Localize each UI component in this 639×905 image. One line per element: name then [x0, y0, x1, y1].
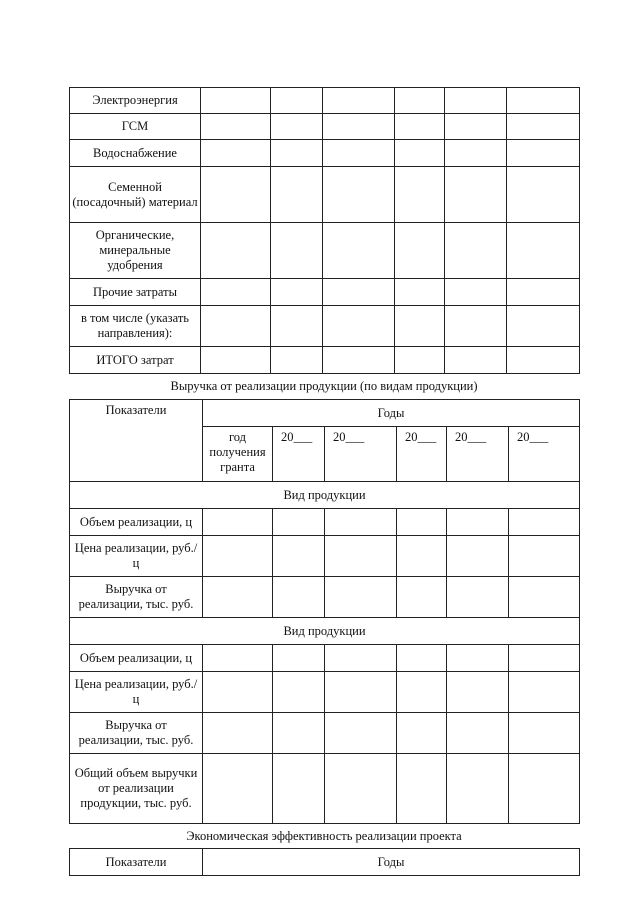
row-label-revenue: Выручка от реализации, тыс. руб.	[70, 713, 203, 754]
cell[interactable]	[201, 306, 271, 347]
cell[interactable]	[445, 347, 507, 374]
table-row	[70, 279, 580, 306]
cell[interactable]	[447, 536, 509, 577]
cell[interactable]	[397, 754, 447, 824]
table-row	[70, 400, 580, 427]
cell[interactable]	[325, 672, 397, 713]
cell[interactable]	[507, 167, 580, 223]
row-label-including: в том числе (указать направления):	[70, 306, 201, 347]
cell[interactable]	[273, 577, 325, 618]
cell[interactable]	[509, 509, 580, 536]
cell[interactable]	[447, 645, 509, 672]
cell[interactable]	[509, 536, 580, 577]
costs-table	[69, 87, 580, 374]
cell[interactable]	[507, 140, 580, 167]
cell[interactable]	[203, 713, 273, 754]
cell[interactable]	[397, 509, 447, 536]
table-row	[70, 223, 580, 279]
cell[interactable]	[507, 223, 580, 279]
table-row	[70, 114, 580, 140]
cell[interactable]	[271, 167, 323, 223]
efficiency-table	[69, 848, 580, 876]
table-row	[70, 577, 580, 618]
header-year-4: 20___	[397, 427, 447, 482]
cell[interactable]	[395, 140, 445, 167]
cell[interactable]	[271, 88, 323, 114]
cell[interactable]	[203, 577, 273, 618]
cell[interactable]	[273, 645, 325, 672]
cell[interactable]	[447, 577, 509, 618]
cell[interactable]	[323, 88, 395, 114]
cell[interactable]	[445, 114, 507, 140]
cell[interactable]	[201, 279, 271, 306]
cell[interactable]	[447, 509, 509, 536]
cell[interactable]	[273, 509, 325, 536]
cell[interactable]	[325, 645, 397, 672]
cell[interactable]	[323, 306, 395, 347]
cell[interactable]	[509, 672, 580, 713]
table-row	[70, 645, 580, 672]
cell[interactable]	[445, 306, 507, 347]
cell[interactable]	[395, 306, 445, 347]
header-year-2: 20___	[273, 427, 325, 482]
cell[interactable]	[507, 347, 580, 374]
cell[interactable]	[325, 754, 397, 824]
cell[interactable]	[509, 577, 580, 618]
product-type-1: Вид продукции	[70, 482, 580, 509]
cell[interactable]	[395, 279, 445, 306]
row-label-total-costs: ИТОГО затрат	[70, 347, 201, 374]
cell[interactable]	[325, 577, 397, 618]
header-years: Годы	[203, 849, 580, 876]
row-label-other-costs: Прочие затраты	[70, 279, 201, 306]
cell[interactable]	[201, 114, 271, 140]
table-row	[70, 536, 580, 577]
header-indicators: Показатели	[70, 849, 203, 876]
cell[interactable]	[203, 672, 273, 713]
cell[interactable]	[203, 754, 273, 824]
cell[interactable]	[397, 577, 447, 618]
header-indicators: Показатели	[70, 400, 203, 482]
cell[interactable]	[201, 347, 271, 374]
header-years: Годы	[203, 400, 580, 427]
table-row	[70, 482, 580, 509]
cell[interactable]	[509, 645, 580, 672]
cell[interactable]	[201, 88, 271, 114]
cell[interactable]	[271, 347, 323, 374]
header-year-3: 20___	[325, 427, 397, 482]
cell[interactable]	[507, 114, 580, 140]
cell[interactable]	[447, 754, 509, 824]
row-label-price: Цена реализации, руб./ц	[70, 672, 203, 713]
cell[interactable]	[271, 306, 323, 347]
cell[interactable]	[325, 536, 397, 577]
row-label-price: Цена реализации, руб./ц	[70, 536, 203, 577]
cell[interactable]	[447, 672, 509, 713]
cell[interactable]	[271, 114, 323, 140]
cell[interactable]	[201, 167, 271, 223]
cell[interactable]	[507, 88, 580, 114]
cell[interactable]	[507, 306, 580, 347]
efficiency-caption: Экономическая эффективность реализации проекта	[186, 829, 462, 843]
cell[interactable]	[201, 223, 271, 279]
cell[interactable]	[323, 279, 395, 306]
table-row	[70, 140, 580, 167]
cell[interactable]	[395, 88, 445, 114]
row-label-water: Водоснабжение	[70, 140, 201, 167]
cell[interactable]	[397, 645, 447, 672]
cell[interactable]	[397, 536, 447, 577]
cell[interactable]	[445, 140, 507, 167]
cell[interactable]	[395, 223, 445, 279]
cell[interactable]	[271, 279, 323, 306]
revenue-caption: Выручка от реализации продукции (по видам продукции)	[170, 379, 478, 393]
table-row	[70, 306, 580, 347]
cell[interactable]	[203, 645, 273, 672]
cell[interactable]	[203, 509, 273, 536]
cell[interactable]	[395, 167, 445, 223]
cell[interactable]	[201, 140, 271, 167]
cell[interactable]	[397, 672, 447, 713]
row-label-fertilizers: Органические, минеральные удобрения	[70, 223, 201, 279]
row-label-volume: Объем реализации, ц	[70, 645, 203, 672]
row-label-volume: Объем реализации, ц	[70, 509, 203, 536]
cell[interactable]	[271, 223, 323, 279]
table-row	[70, 672, 580, 713]
row-label-total-revenue: Общий объем выручки от реализации продукции, тыс. руб.	[70, 754, 203, 824]
cell[interactable]	[445, 223, 507, 279]
table-row	[70, 509, 580, 536]
cell[interactable]	[273, 672, 325, 713]
header-year-6: 20___	[509, 427, 580, 482]
cell[interactable]	[395, 114, 445, 140]
table-row	[70, 347, 580, 374]
table-row	[70, 618, 580, 645]
cell[interactable]	[323, 140, 395, 167]
cell[interactable]	[325, 713, 397, 754]
cell[interactable]	[395, 347, 445, 374]
header-grant-year: год получения гранта	[203, 427, 273, 482]
row-label-seed: Семенной (посадочный) материал	[70, 167, 201, 223]
cell[interactable]	[323, 167, 395, 223]
cell[interactable]	[445, 279, 507, 306]
table-row	[70, 167, 580, 223]
header-year-5: 20___	[447, 427, 509, 482]
cell[interactable]	[445, 88, 507, 114]
cell[interactable]	[509, 713, 580, 754]
cell[interactable]	[273, 754, 325, 824]
cell[interactable]	[273, 713, 325, 754]
cell[interactable]	[397, 713, 447, 754]
cell[interactable]	[325, 509, 397, 536]
cell[interactable]	[509, 754, 580, 824]
table-row	[70, 713, 580, 754]
table-row	[70, 88, 580, 114]
table-row	[70, 849, 580, 876]
cell[interactable]	[323, 223, 395, 279]
product-type-2: Вид продукции	[70, 618, 580, 645]
cell[interactable]	[323, 114, 395, 140]
cell[interactable]	[445, 167, 507, 223]
cell[interactable]	[203, 536, 273, 577]
row-label-fuel: ГСМ	[70, 114, 201, 140]
cell[interactable]	[271, 140, 323, 167]
cell[interactable]	[447, 713, 509, 754]
cell[interactable]	[273, 536, 325, 577]
revenue-table	[69, 399, 580, 824]
row-label-electricity: Электроэнергия	[70, 88, 201, 114]
table-row	[70, 754, 580, 824]
row-label-revenue: Выручка от реализации, тыс. руб.	[70, 577, 203, 618]
cell[interactable]	[323, 347, 395, 374]
cell[interactable]	[507, 279, 580, 306]
